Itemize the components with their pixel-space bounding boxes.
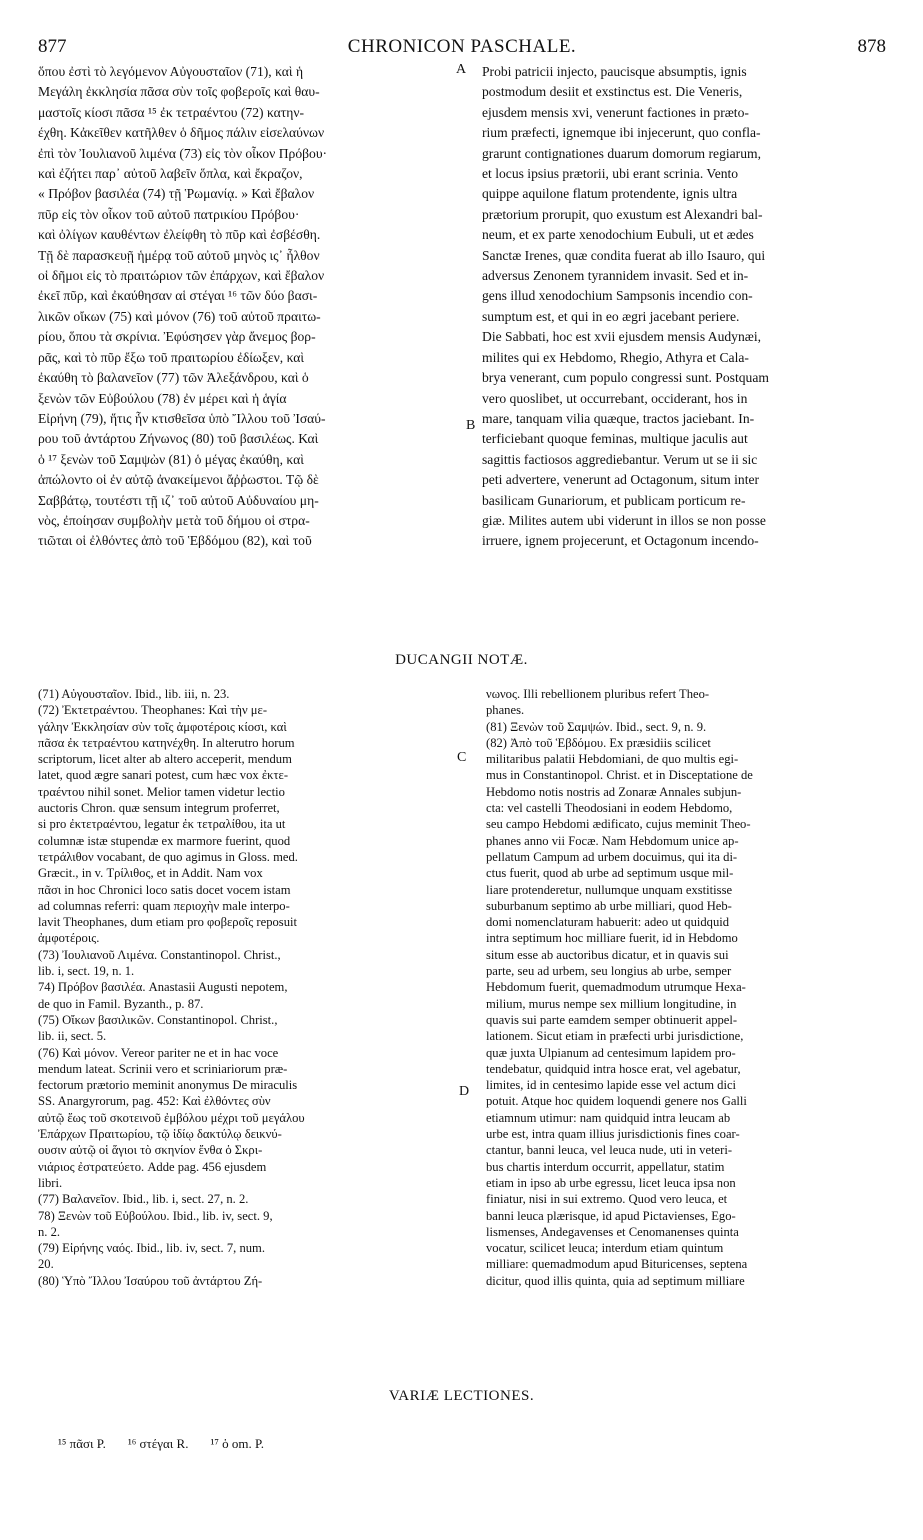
note-line: liare protenderetur, nullumque unquam exstitisse bbox=[486, 882, 733, 897]
note-line: finiatur, nisi in sui extremo. Quod vero leuca, et bbox=[486, 1192, 728, 1207]
greek-text-line: καὶ ὀλίγων καυθέντων ἐλείφθη τὸ πῦρ καὶ ἐσβέσθη. bbox=[38, 227, 321, 243]
page-number-left: 877 bbox=[38, 36, 67, 57]
latin-text-line: et locus ipsius prætorii, ubi erant scrinia. Vento bbox=[482, 166, 739, 182]
note-line: n. 2. bbox=[38, 1224, 61, 1239]
note-line: (77) Βαλανεῖον. Ibid., lib. i, sect. 27, n. 2. bbox=[38, 1192, 249, 1207]
note-line: πᾶσι in hoc Chronici loco satis docet vocem istam bbox=[38, 882, 291, 897]
note-line: dicitur, quod illis quinta, quia ad septimum milliare bbox=[486, 1273, 745, 1288]
variae-lectiones bbox=[58, 1436, 286, 1452]
note-line: νιάριος ἐστρατεύετο. Adde pag. 456 ejusdem bbox=[38, 1159, 267, 1174]
greek-text-line: ἀπώλοντο οἱ ἐν αὐτῷ ἀνακείμενοι ἄῤῥωστοι. Τῷ δὲ bbox=[38, 472, 319, 488]
note-line: (79) Εἰρήνης ναός. Ibid., lib. iv, sect. 7, num. bbox=[38, 1241, 265, 1256]
latin-text-line: brya venerant, cum populo congressi sunt. Postquam bbox=[482, 370, 769, 386]
latin-text-line: giæ. Milites autem ubi viderunt in illos se non posse bbox=[482, 512, 766, 528]
note-line: vocatur, scilicet leuca; interdum etiam quintum bbox=[486, 1241, 724, 1256]
note-line: parte, seu ad urbem, seu longius ab urbe, semper bbox=[486, 964, 732, 979]
note-line: Hebdomum fuerit, quemadmodum utrumque Hexa- bbox=[486, 980, 746, 995]
greek-text-line: ὅπου ἐστὶ τὸ λεγόμενον Αὐγουσταῖον (71), καὶ ἡ bbox=[38, 64, 304, 79]
note-line: (82) Ἀπὸ τοῦ Ἑβδόμου. Ex præsidiis scilicet bbox=[486, 735, 711, 750]
note-line: situm esse ab auctoribus dicatur, et in quavis sui bbox=[486, 947, 729, 962]
margin-marker-d: D bbox=[459, 1084, 470, 1099]
variae-heading: VARIÆ LECTIONES. bbox=[388, 1388, 535, 1404]
latin-text-line: sumptum est, et qui in eo ægri jacebant periere. bbox=[482, 308, 740, 324]
note-line: scriptorum, licet alter ab altero acceperit, mendum bbox=[38, 752, 292, 767]
note-line: lib. i, sect. 19, n. 1. bbox=[38, 964, 135, 979]
note-line: intra septimum hoc milliare fuerit, id in Hebdomo bbox=[486, 931, 738, 946]
note-line: (73) Ἰουλιανοῦ Λιμένα. Constantinopol. Christ., bbox=[38, 947, 281, 962]
greek-text-line: καὶ ἐζήτει παρ᾽ αὐτοῦ λαβεῖν ὅπλα, καὶ ἔκραζον, bbox=[38, 166, 303, 182]
note-line: lationem. Sicut etiam in præfecti urbi jurisdictione, bbox=[486, 1029, 744, 1044]
greek-text-line: τιῶται οἱ ἐλθόντες ἀπὸ τοῦ Ἑβδόμου (82), καὶ τοῦ bbox=[38, 533, 312, 549]
note-line: pellatum Campum ad urbem docuimus, qui ita di- bbox=[486, 849, 738, 864]
note-line: 74) Πρόβον βασιλέα. Anastasii Augusti nepotem, bbox=[38, 980, 288, 995]
latin-text-line: rium præfecti, ignemque ibi injecerunt, quo confla- bbox=[482, 125, 761, 141]
note-line: limites, id in centesimo lapide esse vel actum dici bbox=[486, 1078, 737, 1093]
note-line: τετράλιθον vocabant, de quo agimus in Gloss. med. bbox=[38, 849, 298, 864]
variant-reading: ¹⁵ πᾶσι P. bbox=[58, 1436, 106, 1451]
margin-marker-a: A bbox=[456, 62, 467, 77]
margin-marker-b: B bbox=[466, 418, 476, 433]
greek-text-line: « Πρόβον βασιλέα (74) τῇ Ῥωμανίᾳ. » Καὶ ἔβαλον bbox=[38, 186, 315, 202]
note-line: banni leuca plærisque, id apud Pictavienses, Ego- bbox=[486, 1208, 736, 1223]
latin-text-line: vero quoslibet, ut occurrebant, occiderant, hos in bbox=[482, 390, 748, 406]
greek-text-line: Μεγάλη ἐκκλησία πᾶσα σὺν τοῖς φοβεροῖς καὶ θαυ- bbox=[38, 84, 320, 100]
greek-text-line: μαστοῖς κίοσι πᾶσα ¹⁵ ἐκ τετραέντου (72) κατην- bbox=[38, 104, 305, 120]
note-line: 20. bbox=[38, 1257, 54, 1272]
note-line: mus in Constantinopol. Christ. et in Disceptatione de bbox=[486, 768, 753, 783]
latin-text-line: terficiebant quoque feminas, multique jaculis aut bbox=[482, 431, 748, 447]
note-line: suburbanum septimo ab urbe milliari, quod Heb- bbox=[486, 898, 732, 913]
note-line: seu campo Hebdomi ædificato, cujus meminit Theo- bbox=[486, 817, 751, 832]
note-line: bus chartis interdum occurrit, appellatur, statim bbox=[486, 1159, 725, 1174]
note-line: etiam in ipso ab urbe egressu, licet leuca ipsa non bbox=[486, 1175, 736, 1190]
note-line: de quo in Famil. Byzanth., p. 87. bbox=[38, 996, 204, 1011]
greek-text-line: ὁ ¹⁷ ξενὼν τοῦ Σαμψὼν (81) ὁ μέγας ἐκαύθη, καὶ bbox=[38, 451, 304, 467]
note-line: γάλην Ἐκκλησίαν σὺν τοῖς ἀμφοτέροις κίοσι, καὶ bbox=[38, 719, 287, 734]
greek-text-line: ἐκαύθη τὸ βαλανεῖον (77) τῶν Ἀλεξάνδρου, καὶ ὁ bbox=[38, 370, 309, 386]
notes-left-column bbox=[38, 686, 466, 1289]
greek-text-line: Εἰρήνη (79), ἥτις ἦν κτισθεῖσα ὑπὸ Ἴλλου τοῦ Ἰσαύ- bbox=[38, 410, 326, 426]
note-line: etiamnum utimur: nam quidquid intra leucam ab bbox=[486, 1110, 731, 1125]
note-line: (81) Ξενὼν τοῦ Σαμψών. Ibid., sect. 9, n. 9. bbox=[486, 719, 707, 734]
note-line: libri. bbox=[38, 1175, 63, 1190]
latin-text-line: sagittis factiosos aggrediebantur. Verum ut se ii sic bbox=[482, 451, 758, 467]
notes-right-column bbox=[486, 686, 886, 1289]
note-line: ἀμφοτέροις. bbox=[38, 931, 100, 946]
note-line: auctoris Chron. quæ sensum integrum proferret, bbox=[38, 801, 280, 816]
greek-text-line: οἱ δῆμοι εἰς τὸ πραιτώριον τῶν ἐπάρχων, καὶ ἔβαλον bbox=[38, 268, 325, 284]
note-line: ctus fuerit, quod ab urbe ad septimum usque mil- bbox=[486, 866, 734, 881]
note-line: mendum lateat. Scrinii vero et scriniariorum præ- bbox=[38, 1061, 288, 1076]
greek-text-line: πῦρ εἰς τὸν οἶκον τοῦ αὐτοῦ πατρικίου Πρόβου· bbox=[38, 206, 300, 222]
variant-reading: ¹⁷ ὁ om. P. bbox=[210, 1436, 265, 1451]
note-line: militaribus palatii Hebdomiani, de quo multis egi- bbox=[486, 752, 739, 767]
greek-text-line: λικῶν οἴκων (75) καὶ μόνον (76) τοῦ αὐτοῦ πραιτω- bbox=[38, 308, 321, 324]
greek-text-line: ρᾶς, καὶ τὸ πῦρ ἔξω τοῦ πραιτωρίου ἐδίωξεν, καὶ bbox=[38, 349, 305, 365]
note-line: νωνος. Illi rebellionem pluribus refert Theo- bbox=[486, 687, 710, 701]
latin-text-line: ejusdem mensis xvi, venerunt factiones in præto- bbox=[482, 104, 749, 120]
note-line: Hebdomo notis nostris ad Zonaræ Annales subjun- bbox=[486, 784, 742, 799]
note-line: lismenses, Andegavenses et Cenomanenses quinta bbox=[486, 1224, 739, 1239]
latin-text-line: adversus Zenonem tyrannidem invasit. Sed et in- bbox=[482, 268, 749, 284]
note-line: milliare: quemadmodum apud Bituricenses, septena bbox=[486, 1257, 748, 1272]
latin-text-line: postmodum desiit et exstinctus est. Die Veneris, bbox=[482, 84, 743, 100]
note-line: τραέντου nihil sonet. Melior tamen videtur lectio bbox=[38, 784, 285, 799]
greek-text-line: νὸς, ἐποίησαν συμβολὴν μετὰ τοῦ δήμου οἱ στρα- bbox=[38, 512, 310, 528]
note-line: (71) Αὐγουσταῖον. Ibid., lib. iii, n. 23. bbox=[38, 687, 230, 701]
note-line: fectorum prætorio meminit anonymus De miraculis bbox=[38, 1078, 298, 1093]
latin-text-line: irruere, ignem projecerunt, et Octagonum incendo- bbox=[482, 533, 759, 549]
latin-text-line: Probi patricii injecto, paucisque absumptis, ignis bbox=[482, 64, 747, 79]
note-line: columnæ istæ stupendæ ex marmore fuerint, quod bbox=[38, 833, 291, 848]
greek-text-line: Τῇ δὲ παρασκευῇ ἡμέρᾳ τοῦ αὐτοῦ μηνὸς ις᾽ ἦλθον bbox=[38, 247, 320, 263]
page-header bbox=[38, 36, 886, 58]
note-line: lib. ii, sect. 5. bbox=[38, 1029, 107, 1044]
greek-text-line: Σαββάτῳ, τουτέστι τῇ ιζ᾽ τοῦ αὐτοῦ Αὐδυναίου μη- bbox=[38, 492, 319, 508]
note-line: quæ juxta Ulpianum ad centesimum lapidem pro- bbox=[486, 1045, 736, 1060]
greek-text-line: ξενὼν τῶν Εὐβούλου (78) ἐν μέρει καὶ ἡ ἁγία bbox=[38, 390, 287, 406]
latin-text-line: gens illud xenodochium Sampsonis incendio con- bbox=[482, 288, 753, 304]
margin-marker-c: C bbox=[457, 750, 467, 765]
latin-text-column bbox=[482, 62, 886, 552]
note-line: αὐτῷ ἕως τοῦ σκοτεινοῦ ἐμβόλου μέχρι τοῦ μεγάλου bbox=[38, 1110, 305, 1125]
note-line: Græcit., in v. Τρίλιθος, et in Addit. Nam vox bbox=[38, 866, 263, 881]
greek-text-line: ἐκεῖ πῦρ, καὶ ἐκαύθησαν αἱ στέγαι ¹⁶ τῶν δύο βασι- bbox=[38, 288, 318, 304]
greek-text-line: έχθη. Κἀκεῖθεν κατῆλθεν ὁ δῆμος πάλιν εἰσελαύνων bbox=[38, 125, 325, 141]
note-line: urbe est, intra quam illius jurisdictionis fines coar- bbox=[486, 1127, 740, 1142]
note-line: πᾶσα ἐκ τετραέντου κατηνέχθη. In alterutro horum bbox=[38, 735, 295, 750]
note-line: SS. Anargyrorum, pag. 452: Καὶ ἐλθόντες σὺν bbox=[38, 1094, 271, 1109]
note-line: (80) Ὑπὸ Ἴλλου Ἰσαύρου τοῦ ἀντάρτου Ζή- bbox=[38, 1273, 263, 1288]
note-line: Ἐπάρχων Πραιτωρίου, τῷ ἰδίῳ δακτύλῳ δεικνύ- bbox=[38, 1127, 282, 1142]
latin-text-line: milites qui ex Hebdomo, Rhegio, Athyra et Cala- bbox=[482, 349, 749, 365]
latin-text-line: neum, et ex parte xenodochium Eubuli, ut et ædes bbox=[482, 227, 754, 243]
note-line: ad columnas referri: quam περιοχὴν male interpo- bbox=[38, 898, 290, 913]
note-line: lavit Theophanes, dum etiam pro φοβεροῖς reposuit bbox=[38, 915, 297, 930]
notes-heading: DUCANGII NOTÆ. bbox=[395, 652, 528, 668]
latin-text-line: grarunt contignationes duarum domorum regiarum, bbox=[482, 145, 761, 161]
note-line: ctantur, banni leuca, vel leuca nude, uti in veteri- bbox=[486, 1143, 733, 1158]
note-line: phanes anno vii Focæ. Nam Hebdomum unice ap- bbox=[486, 833, 739, 848]
note-line: cta: vel castelli Theodosiani in eodem Hebdomo, bbox=[486, 801, 733, 816]
greek-text-line: ἐπὶ τὸν Ἰουλιανοῦ λιμένα (73) εἰς τὸν οἶκον Πρόβου· bbox=[38, 145, 328, 161]
note-line: ουσιν αὐτῷ οἱ ἅγιοι τὸ σκηνίον ἔνθα ὁ Σκρι- bbox=[38, 1143, 263, 1158]
note-line: tendebatur, quidquid intra hosce erat, vel agebatur, bbox=[486, 1061, 741, 1076]
latin-text-line: quippe aquilone flatum protendente, ignis ultra bbox=[482, 186, 738, 202]
latin-text-line: peti advertere, venerunt ad Octagonum, situm inter bbox=[482, 472, 760, 488]
greek-text-line: ρίου, ὅπου τὰ σκρίνια. Ἐφύσησεν γὰρ ἄνεμος βορ- bbox=[38, 329, 316, 345]
note-line: milium, murus nempe sex millium longitudine, in bbox=[486, 996, 737, 1011]
note-line: (76) Καὶ μόνον. Vereor pariter ne et in hac voce bbox=[38, 1045, 279, 1060]
variant-reading: ¹⁶ στέγαι R. bbox=[127, 1436, 189, 1451]
latin-text-line: Die Sabbati, hoc est xvii ejusdem mensis Audynæi, bbox=[482, 329, 762, 345]
note-line: (75) Οἴκων βασιλικῶν. Constantinopol. Christ., bbox=[38, 1012, 278, 1027]
note-line: latet, quod ægre sanari potest, cum hæc vox ἐκτε- bbox=[38, 768, 289, 783]
note-line: si pro ἐκτετραέντου, legatur ἐκ τετραλίθου, ita ut bbox=[38, 817, 286, 832]
latin-text-line: mare, tanquam vilia quæque, tractos jaciebant. In- bbox=[482, 410, 755, 426]
note-line: potuit. Atque hoc quidem loquendi genere nos Galli bbox=[486, 1094, 747, 1109]
note-line: (72) Ἐκτετραέντου. Theophanes: Καὶ τὴν με- bbox=[38, 703, 268, 718]
latin-text-line: prætorium prorupit, quo exustum est Alexandri bal- bbox=[482, 206, 763, 222]
latin-text-line: Sanctæ Irenes, quæ condita fuerat ab illo Isauro, qui bbox=[482, 247, 766, 263]
running-title: CHRONICON PASCHALE. bbox=[347, 36, 577, 57]
greek-text-column bbox=[38, 62, 468, 552]
page-number-right: 878 bbox=[857, 36, 886, 57]
latin-text-line: basilicam Gunariorum, et publicam porticum re- bbox=[482, 492, 746, 508]
note-line: 78) Ξενὼν τοῦ Εὐβούλου. Ibid., lib. iv, sect. 9, bbox=[38, 1208, 273, 1223]
note-line: quavis sui parte eamdem semper obtinuerit appel- bbox=[486, 1012, 738, 1027]
note-line: domi nomenclaturam habuerit: adeo ut quidquid bbox=[486, 915, 730, 930]
greek-text-line: ρου τοῦ ἀντάρτου Ζήνωνος (80) τοῦ βασιλέως. Καὶ bbox=[38, 431, 319, 447]
note-line: phanes. bbox=[486, 703, 525, 718]
